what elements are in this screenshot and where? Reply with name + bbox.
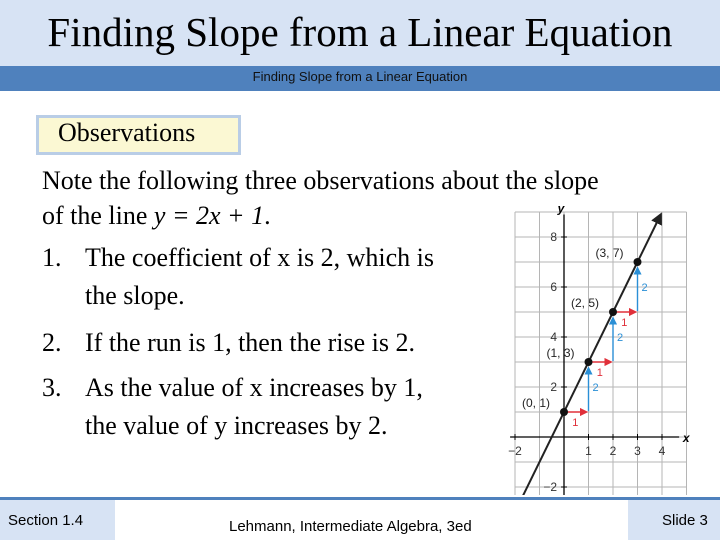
data-point bbox=[585, 358, 593, 366]
item-2-line-1: If the run is 1, then the rise is 2. bbox=[85, 328, 415, 357]
y-tick-label: −2 bbox=[543, 480, 557, 494]
footer-section-box bbox=[0, 500, 115, 540]
y-tick-label: 4 bbox=[550, 330, 557, 344]
y-tick-label: 6 bbox=[550, 280, 557, 294]
item-1-number: 1. bbox=[42, 243, 62, 272]
item-2-number: 2. bbox=[42, 328, 62, 357]
run-label: 1 bbox=[621, 317, 628, 329]
observations-label: Observations bbox=[58, 118, 196, 147]
point-label: (2, 5) bbox=[570, 296, 600, 310]
item-3-line-2: the value of y increases by 2. bbox=[85, 411, 388, 440]
item-3-number: 3. bbox=[42, 373, 62, 402]
x-tick-label: 2 bbox=[609, 444, 617, 458]
equation: y = 2x + 1 bbox=[153, 201, 265, 230]
data-point bbox=[560, 408, 568, 416]
run-label: 1 bbox=[596, 367, 603, 379]
intro-line-1: Note the following three observations about the slope bbox=[42, 166, 599, 195]
intro-line-2-suffix: . bbox=[264, 201, 271, 230]
footer-section: Section 1.4 bbox=[8, 512, 84, 529]
data-point bbox=[634, 258, 642, 266]
footer-slide-box bbox=[628, 500, 720, 540]
rise-label: 2 bbox=[617, 332, 624, 344]
slope-graph bbox=[508, 200, 708, 495]
point-label: (3, 7) bbox=[595, 246, 624, 260]
footer-slide-number: Slide 3 bbox=[662, 512, 708, 529]
item-1-line-1: The coefficient of x is 2, which is bbox=[85, 243, 434, 272]
rise-label: 2 bbox=[592, 382, 599, 394]
y-axis-label: y bbox=[557, 201, 565, 216]
y-tick-label: 2 bbox=[550, 380, 557, 394]
slide-subtitle: Finding Slope from a Linear Equation bbox=[252, 69, 468, 84]
x-tick-label: −2 bbox=[508, 444, 522, 458]
slide-title: Finding Slope from a Linear Equation bbox=[47, 9, 673, 55]
rise-label: 2 bbox=[641, 282, 648, 294]
footer-book: Lehmann, Intermediate Algebra, 3ed bbox=[229, 518, 472, 535]
x-tick-label: 1 bbox=[585, 444, 592, 458]
x-axis-label: x bbox=[682, 431, 690, 445]
intro-line-2 bbox=[42, 201, 271, 231]
x-tick-label: 4 bbox=[658, 444, 666, 458]
intro-line-2-prefix: of the line bbox=[42, 201, 148, 230]
item-3-line-1: As the value of x increases by 1, bbox=[85, 373, 423, 402]
run-label: 1 bbox=[572, 417, 579, 429]
x-tick-label: 3 bbox=[634, 444, 641, 458]
y-tick-label: 8 bbox=[550, 230, 557, 244]
data-point bbox=[609, 308, 617, 316]
item-1-line-2: the slope. bbox=[85, 281, 185, 310]
point-label: (1, 3) bbox=[546, 346, 575, 360]
point-label: (0, 1) bbox=[521, 396, 551, 410]
